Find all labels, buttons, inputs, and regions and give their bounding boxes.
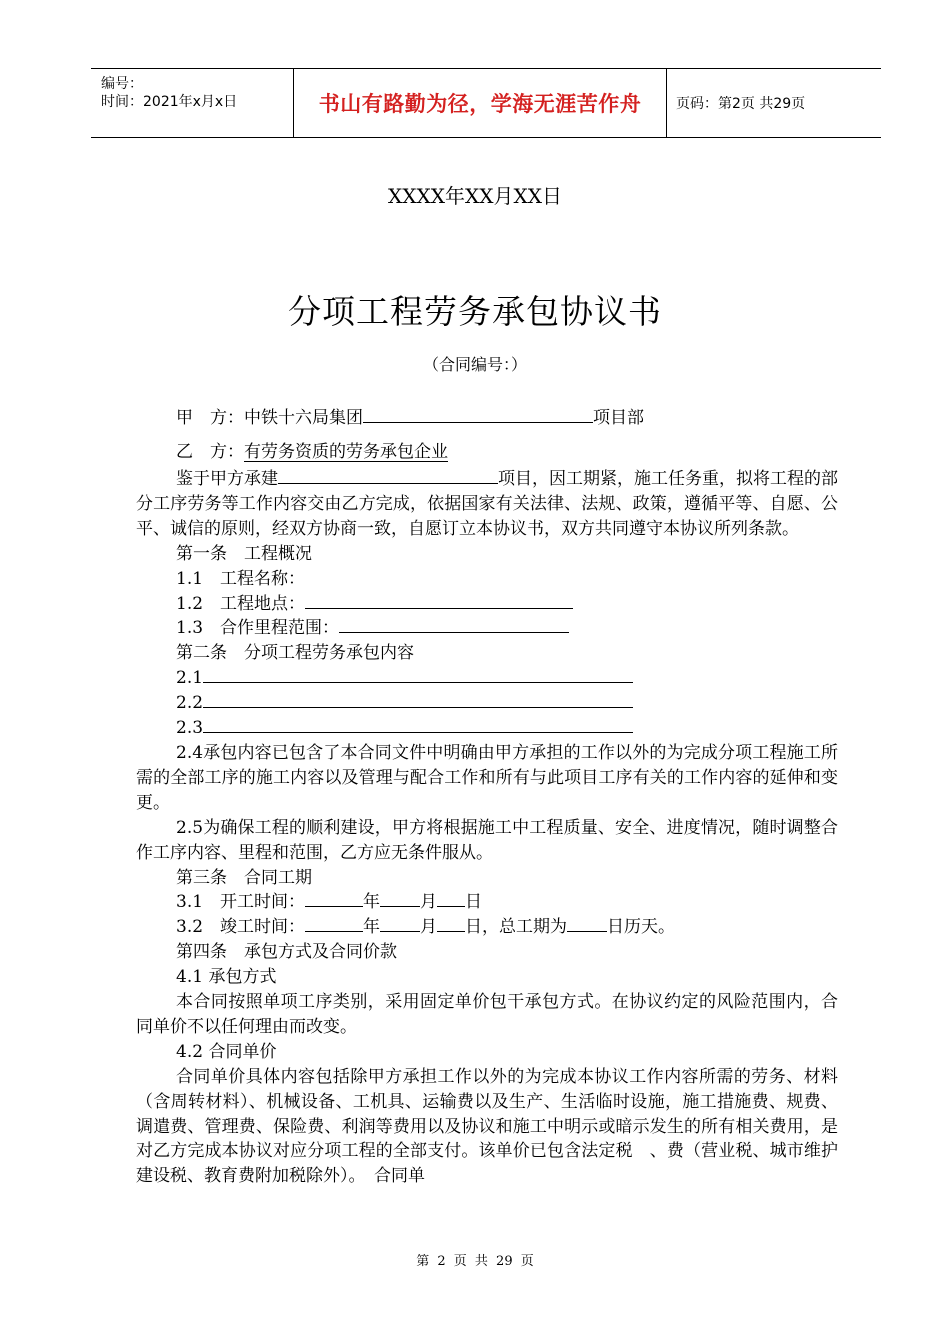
serial-label: 编号： (101, 76, 143, 92)
party-b-label: 乙 方： (176, 442, 244, 462)
article-2-heading: 第二条 分项工程劳务承包内容 (176, 643, 414, 664)
page-footer: 第 2 页 共 29 页 (416, 1254, 534, 1269)
item-3-2 (136, 915, 838, 940)
total-duration-label: 日，总工期为 (465, 917, 568, 938)
item-4-1: 4.1 承包方式 (176, 967, 277, 988)
item-2-2 (136, 691, 838, 716)
contract-number: （合同编号：） (422, 355, 527, 374)
article-4-heading: 第四条 承包方式及合同价款 (176, 942, 397, 963)
time-label: 时间：2021年x月x日 (101, 94, 238, 110)
day-label: 日 (465, 892, 483, 913)
item-2-2-label: 2.2 (176, 693, 204, 714)
header-motto: 书山有路勤为径，学海无涯苦作舟 (293, 69, 667, 137)
item-2-5: 2.5为确保工程的顺利建设，甲方将根据施工中工程质量、安全、进度情况，随时调整合作工序内容、里程和范围，乙方应无条件服从。 (136, 817, 838, 863)
item-2-4: 2.4承包内容已包含了本合同文件中明确由甲方承担的工作以外的为完成分项工程施工所需的全部工序的施工内容以及管理与配合工作和所有与此项目工序有关的工作内容的延伸和变更。 (136, 742, 838, 813)
party-b-line (176, 437, 448, 462)
item-2-3-blank (203, 716, 633, 733)
item-4-2: 4.2 合同单价 (176, 1041, 277, 1062)
item-1-3 (136, 616, 838, 641)
item-2-1-label: 2.1 (176, 668, 204, 689)
item-1-2-blank (305, 592, 573, 609)
year-label: 年 (363, 892, 381, 913)
item-2-3-label: 2.3 (176, 718, 204, 739)
item-1-2-label: 1.2 工程地点： (176, 593, 306, 614)
header-page-info: 页码：第2页 共29页 (676, 96, 806, 112)
party-a-line (176, 403, 644, 428)
item-1-2 (136, 592, 838, 617)
project-blank (278, 467, 498, 484)
month-label: 月 (420, 917, 438, 938)
end-time-label: 3.2 竣工时间： (176, 917, 306, 938)
end-month-blank (380, 915, 420, 932)
item-4-2-text: 合同单价具体内容包括除甲方承担工作以外的为完成本协议工作内容所需的劳务、材料（含周转材料）、机械设备、工机具、运输费以及生产、生活临时设施，施工措施费、规费、调遣费、管理费、保险费、利润等费用以及协议和施工中明示或暗示发生的所有相关费用，是对乙方完成本协议对应分项工程的全部支付。该单价已包含法定税 、费（营业税、城市维护建设税、教育费附加税除外）。 合同单 (136, 1066, 838, 1187)
article-3-heading: 第三条 合同工期 (176, 867, 312, 888)
item-2-2-blank (203, 691, 633, 708)
party-a-suffix: 项目部 (593, 408, 644, 428)
item-2-1-blank (203, 666, 633, 683)
item-3-1 (136, 890, 838, 915)
end-day-blank (437, 915, 465, 932)
start-month-blank (380, 890, 420, 907)
intro-text-b: 项目，因工期紧，施工任务重，拟将工程的部分工序劳务等工作内容交由乙方完成，依据国家有关法律、法规、政策，遵循平等、自愿、公平、诚信的原则，经双方协商一致，自愿订立本协议书，双方共同遵守本协议所列条款。 (136, 469, 838, 539)
start-time-label: 3.1 开工时间： (176, 892, 306, 913)
item-1-3-blank (339, 616, 569, 633)
party-b-value: 有劳务资质的劳务承包企业 (244, 442, 448, 462)
item-2-3 (136, 716, 838, 741)
year-label: 年 (363, 917, 381, 938)
party-a-blank (363, 406, 593, 423)
header-meta-cell (91, 69, 293, 137)
item-2-1 (136, 666, 838, 691)
intro-text-a: 鉴于甲方承建 (176, 469, 278, 489)
item-1-3-label: 1.3 合作里程范围： (176, 618, 340, 639)
item-4-1-text: 本合同按照单项工序类别，采用固定单价包干承包方式。在协议约定的风险范围内，合同单价不以任何理由而改变。 (136, 992, 838, 1037)
contract-body (136, 467, 838, 1189)
document-title: 分项工程劳务承包协议书 (288, 292, 662, 331)
month-label: 月 (420, 892, 438, 913)
document-date: XXXX年XX月XX日 (388, 184, 562, 208)
page-header (91, 68, 881, 138)
end-year-blank (305, 915, 363, 932)
duration-blank (567, 915, 607, 932)
calendar-days-label: 日历天。 (607, 917, 676, 938)
item-1-1: 1.1 工程名称： (176, 568, 306, 589)
party-a-label: 甲 方：中铁十六局集团 (176, 408, 363, 428)
intro-paragraph (136, 467, 838, 542)
start-year-blank (305, 890, 363, 907)
article-1-heading: 第一条 工程概况 (176, 543, 312, 564)
start-day-blank (437, 890, 465, 907)
